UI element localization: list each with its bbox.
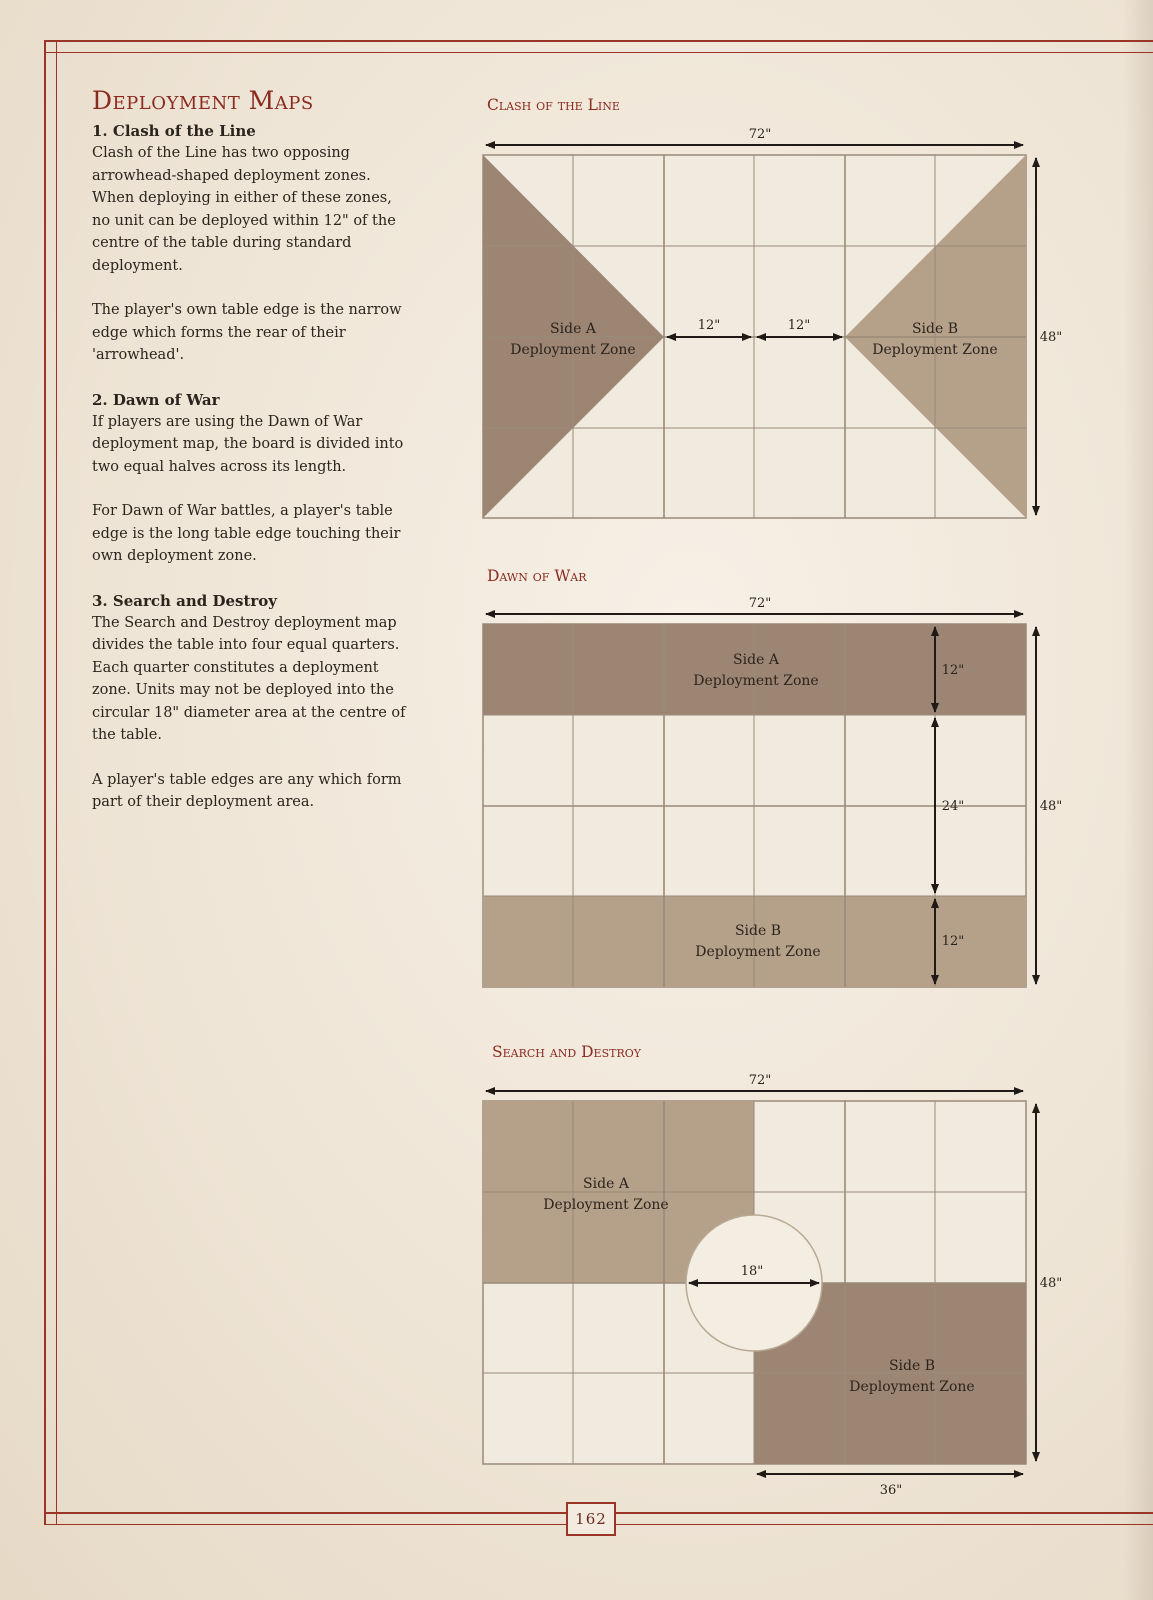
dawn-map: [483, 596, 1062, 987]
dawn-bottom-label: 12": [941, 934, 965, 949]
dawn-zone-a-label-line1: Side A: [733, 652, 779, 668]
clash-gap-left-label: 12": [697, 318, 721, 333]
dawn-map-label: Dawn of War: [487, 567, 587, 585]
dawn-mid-label: 24": [941, 799, 965, 814]
page-number: 162: [566, 1502, 616, 1536]
dawn-heading: 2. Dawn of War: [92, 390, 220, 409]
search-width-label: 72": [748, 1073, 772, 1088]
clash-zone-a-label-line2: Deployment Zone: [510, 342, 636, 358]
clash-gap-right-label: 12": [787, 318, 811, 333]
clash-height-label: 48": [1039, 330, 1063, 345]
clash-map-label: Clash of the Line: [487, 96, 620, 114]
search-zone-b-label-line2: Deployment Zone: [849, 1379, 975, 1395]
clash-heading: 1. Clash of the Line: [92, 122, 256, 140]
dawn-zone-b-label-line2: Deployment Zone: [695, 944, 821, 960]
search-circle-label: 18": [740, 1264, 764, 1279]
clash-paragraph-2: The player's own table edge is the narrow edge which forms the rear of their 'arrowhead'.: [92, 302, 402, 363]
search-zone-a-label-line2: Deployment Zone: [543, 1197, 669, 1213]
clash-map: [483, 127, 1062, 518]
dawn-zone-b-label-line1: Side B: [734, 923, 782, 939]
clash-zone-b-label-line2: Deployment Zone: [872, 342, 998, 358]
dawn-paragraph-1: If players are using the Dawn of War deployment map, the board is divided into two equal halves across its length.: [92, 413, 404, 475]
search-paragraph-2: A player's table edges are any which form part of their deployment area.: [92, 771, 402, 810]
dawn-paragraph-2: For Dawn of War battles, a player's table edge is the long table edge touching their own deployment zone.: [92, 503, 401, 564]
clash-paragraph-1: Clash of the Line has two opposing arrowhead-shaped deployment zones. When deploying in either of these zones, no unit can be deployed within 12" of the centre of the table during standard deployment.: [92, 145, 396, 274]
search-paragraph-1: The Search and Destroy deployment map divides the table into four equal quarters. Each quarter constitutes a deployment zone. Units may not be deployed into the circular 18" diameter area at the centre of the table.: [92, 614, 406, 743]
search-zone-a-label-line1: Side A: [583, 1176, 629, 1192]
dawn-top-label: 12": [941, 663, 965, 678]
search-map-label: Search and Destroy: [492, 1043, 642, 1061]
search-height-label: 48": [1039, 1276, 1063, 1291]
clash-zone-a-label-line1: Side A: [550, 321, 596, 337]
search-zone-b-label-line1: Side B: [888, 1358, 936, 1374]
dawn-width-label: 72": [748, 596, 772, 611]
search-map: [483, 1073, 1062, 1498]
search-heading: 3. Search and Destroy: [92, 591, 278, 610]
clash-width-label: 72": [748, 127, 772, 142]
dawn-zone-a-label-line2: Deployment Zone: [693, 673, 819, 689]
dawn-height-label: 48": [1039, 799, 1063, 814]
page-title: Deployment Maps: [92, 86, 314, 115]
clash-zone-b-label-line1: Side B: [911, 321, 959, 337]
search-half-width-label: 36": [879, 1483, 903, 1498]
